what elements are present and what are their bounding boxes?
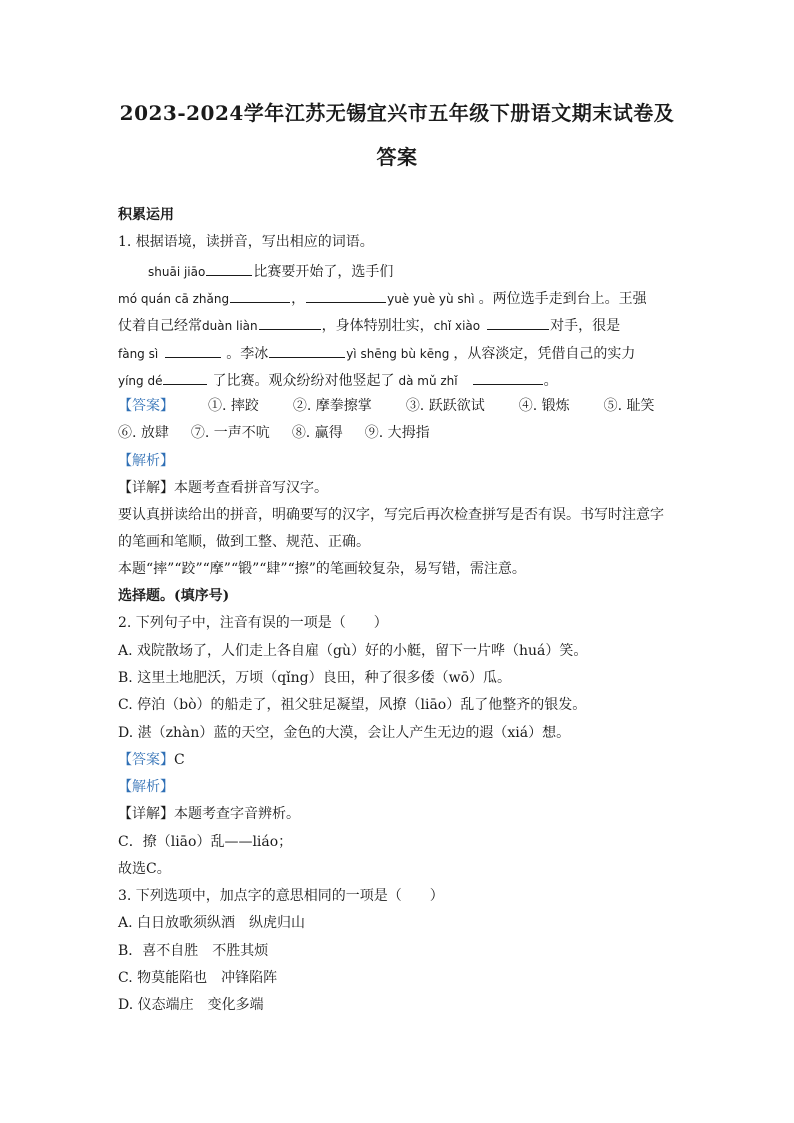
q2-explain-2: 故选C。 (118, 861, 171, 877)
pinyin-yueyueyushi: yuè yuè yù shì (387, 292, 475, 306)
q2-explain-1: C．撩（liāo）乱——liáo； (118, 834, 293, 850)
q1-explain-2: 的笔画和笔顺，做到工整、规范、正确。 (118, 534, 370, 550)
q2-analysis-label: 【解析】 (118, 779, 174, 795)
q3-option-c: C. 物莫能陷也 冲锋陷阵 (118, 970, 278, 986)
q1-line3-text-c: 对手，很是 (550, 318, 621, 334)
q1-line5-text-a: 了比赛。观众纷纷对他竖起了 (212, 373, 395, 389)
q1-line5 (118, 370, 718, 390)
q3-option-d: D. 仪态端庄 变化多端 (118, 997, 264, 1013)
pinyin-damuzhi: dà mǔ zhǐ (398, 374, 458, 388)
answer-blank[interactable] (259, 315, 321, 330)
q1-answer-7: ⑦. 一声不吭 (190, 425, 270, 441)
detail-label: 【详解】 (118, 806, 174, 822)
q1-line3 (118, 315, 718, 335)
q1-answer-row2 (118, 424, 718, 442)
doc-title-line1: 2023-2024学年江苏无锡宜兴市五年级下册语文期末试卷及 (119, 101, 675, 125)
doc-title-line2: 答案 (376, 145, 418, 169)
q2-option-d: D. 湛（zhàn）蓝的天空，金色的大漠，会让人产生无边的遐（xiá）想。 (118, 725, 571, 741)
answer-label: 【答案】 (118, 398, 174, 414)
q3-stem: 3. 下列选项中，加点字的意思相同的一项是（ ） (118, 888, 444, 904)
q1-line4-text-a: 。李冰 (226, 346, 269, 362)
q1-answer-8: ⑧. 赢得 (291, 425, 343, 441)
pinyin-shuaijiao: shuāi jiāo (148, 265, 206, 279)
q1-line1 (148, 261, 748, 281)
q3-option-b: B．喜不自胜 不胜其烦 (118, 943, 269, 959)
answer-blank[interactable] (487, 315, 549, 330)
answer-label: 【答案】 (118, 752, 174, 768)
pinyin-yishengbukeng: yì shēng bù kēng (346, 347, 450, 361)
pinyin-chixiao: chǐ xiào (433, 319, 481, 333)
q2-option-b: B. 这里土地肥沃，万顷（qǐng）良田，种了很多倭（wō）瓜。 (118, 670, 512, 686)
answer-blank[interactable] (306, 288, 386, 303)
q1-answer-1: ①. 摔跤 (208, 398, 259, 414)
q1-line4-text-b: ，从容淡定，凭借自己的实力 (453, 346, 636, 362)
q2-detail (118, 805, 718, 823)
q1-stem: 1. 根据语境，读拼音，写出相应的词语。 (118, 234, 374, 250)
q1-line5-period: 。 (543, 373, 558, 389)
q1-line2-comma: ， (291, 291, 306, 307)
answer-blank[interactable] (473, 370, 543, 385)
q1-answer-5: ⑤. 耻笑 (603, 398, 655, 414)
q2-option-a: A. 戏院散场了，人们走上各自雇（gù）好的小艇，留下一片哗（huá）笑。 (118, 643, 588, 659)
q1-answer-4: ④. 锻炼 (518, 398, 570, 414)
q1-detail (118, 479, 718, 497)
pinyin-moquancazhang: mó quán cā zhǎng (118, 292, 230, 306)
q1-line1-text: 比赛要开始了，选手们 (253, 264, 394, 280)
q1-line3-text-b: ，身体特别壮实， (321, 318, 434, 334)
q2-option-c: C. 停泊（bò）的船走了，祖父驻足凝望，风撩（liāo）乱了他整齐的银发。 (118, 697, 587, 713)
pinyin-fangsi: fàng sì (118, 347, 159, 361)
section-heading-choice: 选择题。(填序号) (118, 588, 230, 604)
q1-answer-row1 (118, 397, 718, 415)
q2-stem: 2. 下列句子中，注音有误的一项是（ ） (118, 615, 388, 631)
q1-explain-1: 要认真拼读给出的拼音，明确要写的汉字，写完后再次检查拼写是否有误。书写时注意字 (118, 507, 664, 523)
answer-blank[interactable] (230, 288, 290, 303)
detail-label: 【详解】 (118, 480, 174, 496)
q1-detail-text: 本题考查看拼音写汉字。 (174, 480, 328, 496)
answer-blank[interactable] (206, 261, 252, 276)
answer-blank[interactable] (163, 370, 207, 385)
q1-answer-6: ⑥. 放肆 (118, 425, 169, 441)
section-heading-accumulate: 积累运用 (118, 207, 174, 223)
q1-line2-text: 。两位选手走到台上。王强 (478, 291, 647, 307)
q1-answer-9: ⑨. 大拇指 (364, 425, 430, 441)
q1-line3-text-a: 仗着自己经常 (118, 318, 202, 334)
q2-answer-value: C (174, 752, 185, 768)
q1-answer-2: ②. 摩拳擦掌 (292, 398, 372, 414)
answer-blank[interactable] (165, 343, 221, 358)
q2-answer (118, 751, 718, 769)
q1-analysis-label: 【解析】 (118, 453, 174, 469)
q1-line2 (118, 288, 718, 308)
q1-answer-3: ③. 跃跃欲试 (405, 398, 485, 414)
q1-line4 (118, 343, 718, 363)
answer-blank[interactable] (269, 343, 345, 358)
q2-detail-text: 本题考查字音辨析。 (174, 806, 300, 822)
pinyin-duanlian: duàn liàn (202, 319, 258, 333)
pinyin-yingde: yíng dé (118, 374, 163, 388)
q3-option-a: A. 白日放歌须纵酒 纵虎归山 (118, 915, 306, 931)
q1-explain-3: 本题“摔”“跤”“摩”“锻”“肆”“擦”的笔画较复杂，易写错，需注意。 (118, 561, 526, 577)
